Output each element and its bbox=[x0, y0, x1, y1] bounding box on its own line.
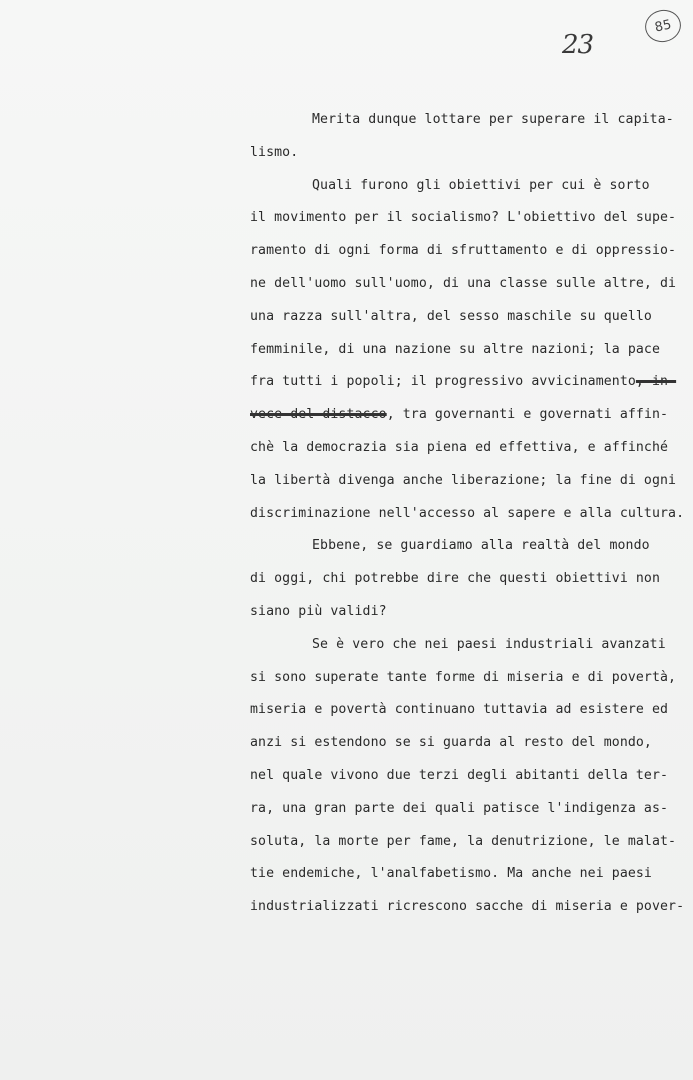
text-line: la libertà divenga anche liberazione; la fine di ogni bbox=[250, 473, 677, 488]
text-line: miseria e povertà continuano tuttavia ad esistere ed bbox=[250, 702, 669, 717]
text-line: Ebbene, se guardiamo alla realtà del mondo bbox=[312, 538, 650, 553]
text-line: siano più validi? bbox=[250, 604, 387, 619]
text-line: Merita dunque lottare per superare il capita- bbox=[312, 112, 674, 127]
text-line: Se è vero che nei paesi industriali avanzati bbox=[312, 637, 666, 652]
text-line: ramento di ogni forma di sfruttamento e di oppressio- bbox=[250, 243, 677, 258]
text-line: Quali furono gli obiettivi per cui è sorto bbox=[312, 178, 650, 193]
text-line: soluta, la morte per fame, la denutrizione, le malat- bbox=[250, 834, 677, 849]
text-line: si sono superate tante forme di miseria e di povertà, bbox=[250, 670, 677, 685]
archive-stamp: 85 bbox=[642, 7, 684, 46]
struck-text: , in- bbox=[635, 374, 677, 389]
text-line: lismo. bbox=[250, 145, 299, 160]
text-line: ne dell'uomo sull'uomo, di una classe sulle altre, di bbox=[250, 276, 677, 291]
text-line: tie endemiche, l'analfabetismo. Ma anche nei paesi bbox=[250, 866, 652, 881]
text-line: ra, una gran parte dei quali patisce l'indigenza as- bbox=[250, 801, 669, 816]
text-line-main: fra tutti i popoli; il progressivo avvicinamento bbox=[250, 374, 636, 389]
text-line: anzi si estendono se si guarda al resto del mondo, bbox=[250, 735, 652, 750]
text-line-main: , tra governanti e governati affin- bbox=[386, 407, 669, 422]
text-line: chè la democrazia sia piena ed effettiva, e affinché bbox=[250, 440, 669, 455]
handwritten-page-number: 23 bbox=[562, 30, 594, 60]
text-line: di oggi, chi potrebbe dire che questi obiettivi non bbox=[250, 571, 661, 586]
text-line: discriminazione nell'accesso al sapere e alla cultura. bbox=[250, 506, 685, 521]
text-line: nel quale vivono due terzi degli abitanti della ter- bbox=[250, 768, 669, 783]
text-line bbox=[250, 407, 668, 423]
text-line: il movimento per il socialismo? L'obiettivo del supe- bbox=[250, 210, 677, 225]
text-line: una razza sull'altra, del sesso maschile su quello bbox=[250, 309, 652, 324]
text-line: femminile, di una nazione su altre nazioni; la pace bbox=[250, 342, 661, 357]
text-line: industrializzati ricrescono sacche di miseria e pover- bbox=[250, 899, 685, 914]
text-line bbox=[250, 374, 676, 390]
struck-text: vece del distacco bbox=[250, 407, 387, 422]
